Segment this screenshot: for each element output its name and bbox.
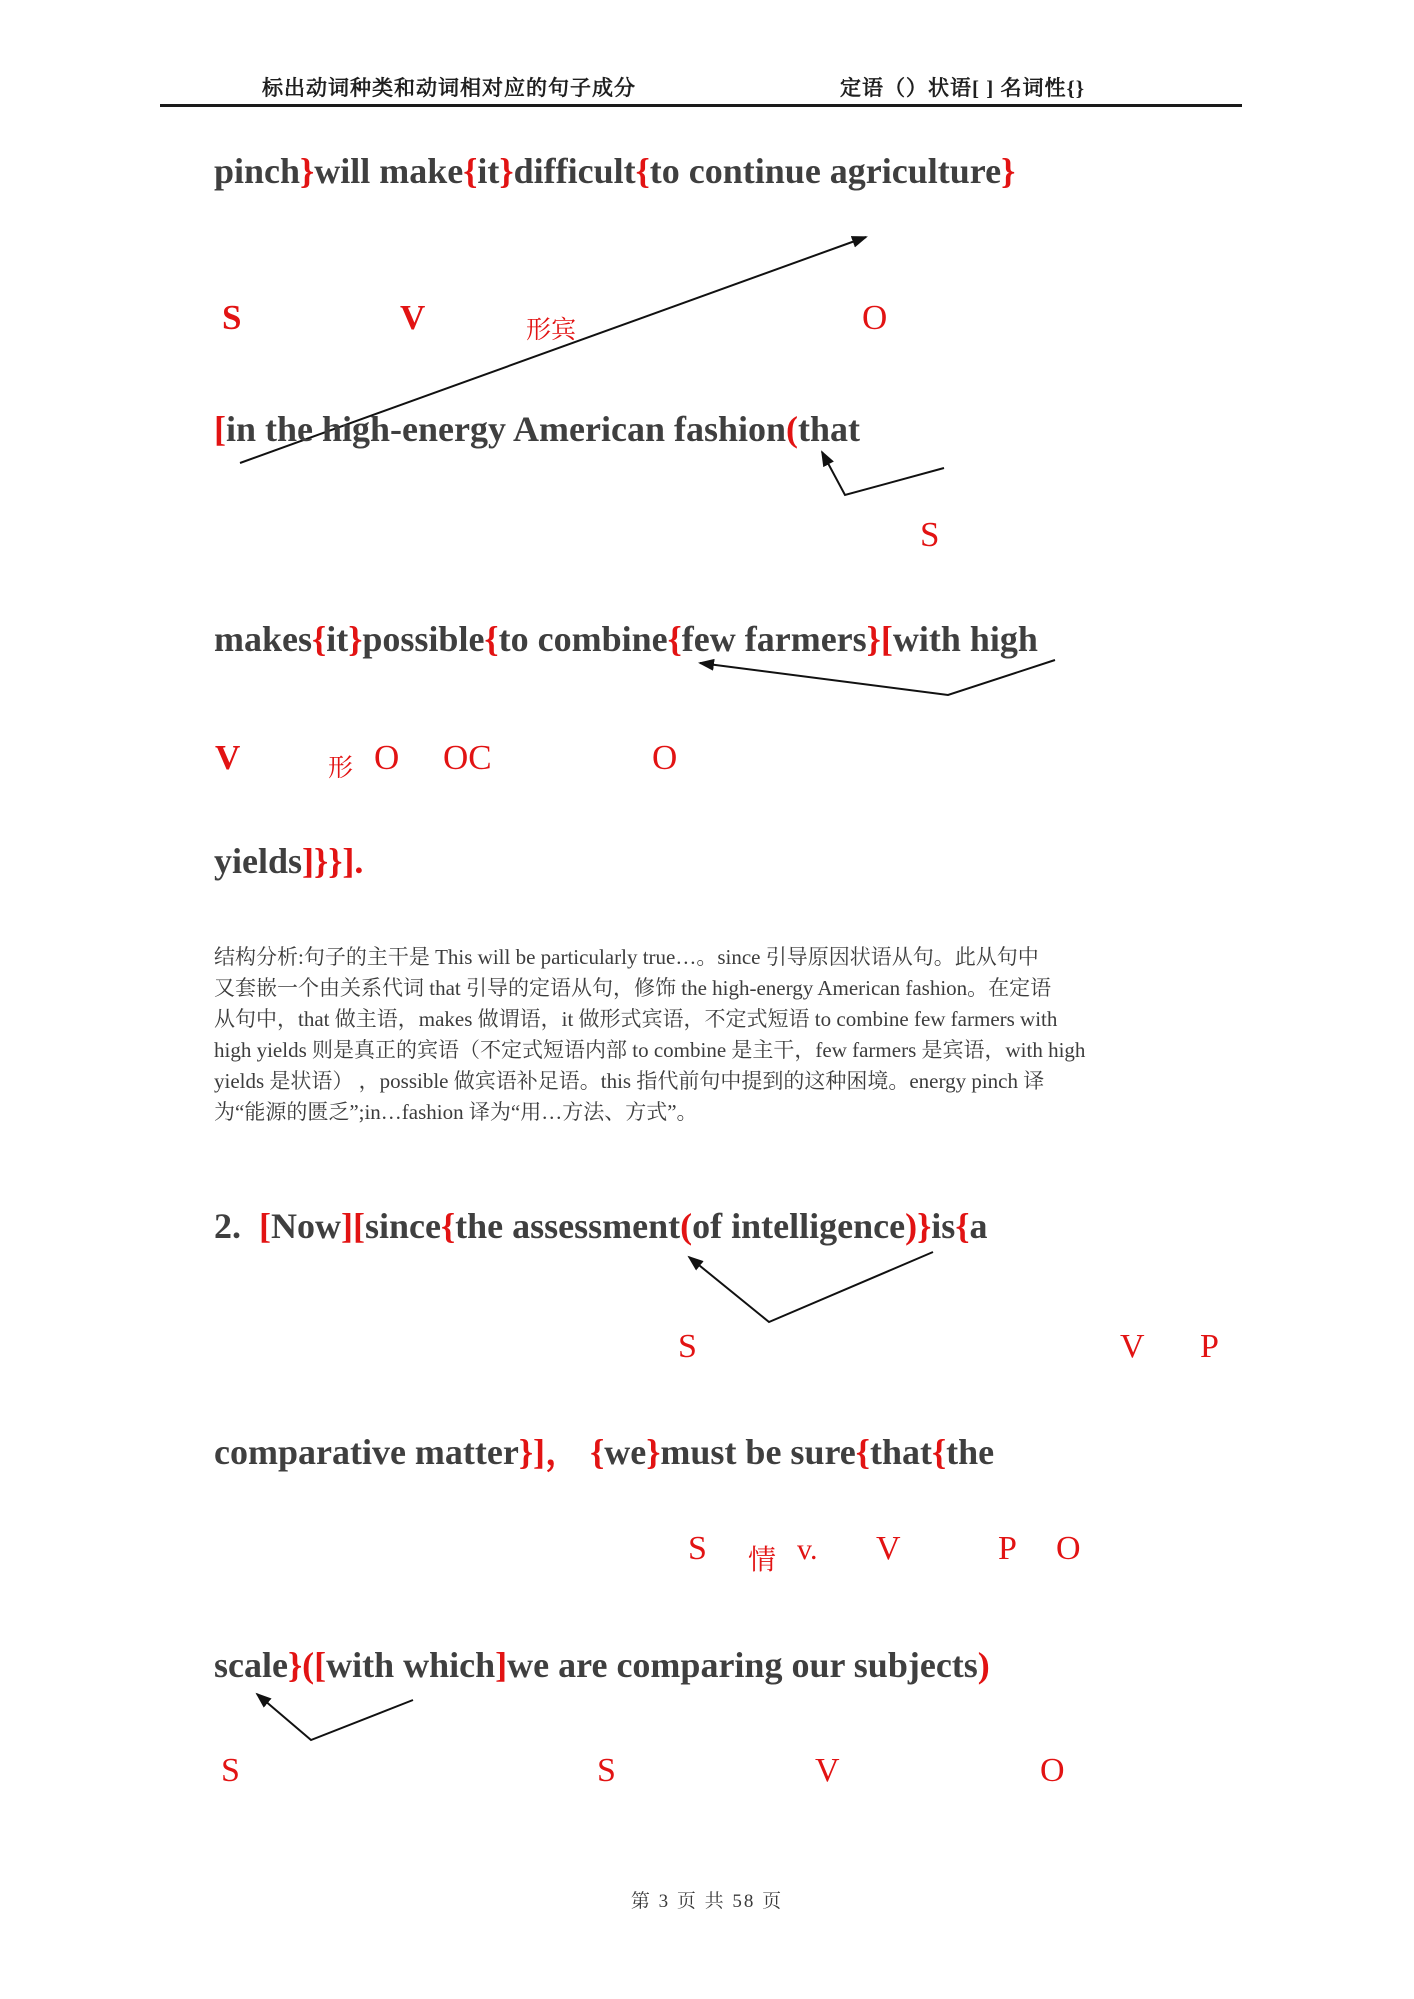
grammar-label-row3-V: V bbox=[215, 738, 241, 777]
text-segment: possible bbox=[362, 619, 485, 659]
text-segment: scale bbox=[214, 1645, 288, 1685]
sentence-line-4 bbox=[214, 840, 363, 882]
bracket-segment: ， bbox=[545, 1432, 582, 1472]
bracket-segment: { bbox=[635, 151, 650, 191]
analysis-line-5: yields 是状语） ，possible 做宾语补足语。this 指代前句中提到的这种困境。energy pinch 译 bbox=[214, 1069, 1045, 1093]
arrow-scale bbox=[257, 1694, 413, 1740]
text-segment: we bbox=[604, 1432, 647, 1472]
grammar-label-row1-S: S bbox=[222, 298, 242, 337]
grammar-label-row7-V: V bbox=[815, 1752, 840, 1789]
analysis-line-6: 为“能源的匮乏”;in…fashion 译为“用…方法、方式”。 bbox=[214, 1100, 698, 1124]
sentence-line-7 bbox=[214, 1644, 990, 1686]
bracket-segment: { bbox=[440, 1206, 456, 1246]
text-segment: will make bbox=[314, 151, 464, 191]
bracket-segment: { bbox=[931, 1432, 947, 1472]
grammar-label-that-S: S bbox=[920, 515, 940, 554]
page-number-footer: 第 3 页 共 58 页 bbox=[630, 1891, 784, 1912]
bracket-segment: } bbox=[646, 1432, 661, 1472]
grammar-label-row3-xing: 形 bbox=[328, 755, 354, 782]
text-segment: with which bbox=[326, 1645, 496, 1685]
text-segment: few farmers bbox=[681, 619, 867, 659]
text-segment: of intelligence bbox=[692, 1206, 906, 1246]
grammar-label-row3-O2: O bbox=[652, 738, 678, 777]
bracket-segment: } bbox=[300, 151, 315, 191]
grammar-label-row4-P: P bbox=[1200, 1328, 1219, 1365]
arrow-combine bbox=[700, 660, 1055, 695]
bracket-segment: } bbox=[499, 151, 514, 191]
text-segment: with high bbox=[892, 619, 1038, 659]
bracket-segment: )} bbox=[905, 1206, 932, 1246]
bracket-segment: { bbox=[590, 1432, 605, 1472]
text-segment: it bbox=[326, 619, 349, 659]
text-segment: 2. bbox=[214, 1206, 259, 1246]
sentence-line-1 bbox=[214, 150, 1015, 192]
bracket-segment: ][ bbox=[341, 1206, 365, 1246]
text-segment: pinch bbox=[214, 151, 301, 191]
grammar-label-row6-V: V bbox=[876, 1530, 901, 1567]
grammar-label-row7-S1: S bbox=[221, 1752, 240, 1789]
sentence-line-2 bbox=[214, 408, 860, 450]
grammar-label-row6-S: S bbox=[688, 1530, 707, 1567]
text-segment: in the high-energy American fashion bbox=[226, 409, 787, 449]
grammar-label-row7-S2: S bbox=[597, 1752, 616, 1789]
text-segment bbox=[581, 1432, 590, 1472]
bracket-segment: ( bbox=[786, 409, 799, 449]
bracket-segment: } bbox=[1001, 151, 1016, 191]
text-segment: yields bbox=[214, 841, 303, 881]
text-segment: since bbox=[364, 1206, 441, 1246]
text-segment: difficult bbox=[513, 151, 636, 191]
bracket-segment: [ bbox=[214, 409, 226, 449]
analysis-line-1: 结构分析:句子的主干是 This will be particularly true…。since 引导原因状语从句。此从句中 bbox=[214, 945, 1039, 969]
grammar-label-row7-O: O bbox=[1040, 1752, 1065, 1789]
text-segment: the bbox=[946, 1432, 995, 1472]
bracket-segment: { bbox=[312, 619, 327, 659]
bracket-segment: { bbox=[955, 1206, 970, 1246]
sentence-line-6 bbox=[214, 1424, 994, 1475]
header-rule bbox=[160, 104, 1242, 107]
header-left-title: 标出动词种类和动词相对应的句子成分 bbox=[262, 76, 636, 100]
bracket-segment: ) bbox=[977, 1645, 990, 1685]
bracket-segment: ]}}]. bbox=[302, 841, 364, 881]
text-segment: is bbox=[931, 1206, 956, 1246]
bracket-segment: { bbox=[667, 619, 682, 659]
text-segment: comparative matter bbox=[214, 1432, 519, 1472]
bracket-segment: { bbox=[463, 151, 478, 191]
grammar-label-row1-O: O bbox=[862, 298, 888, 337]
bracket-segment: }] bbox=[518, 1432, 546, 1472]
grammar-label-row4-V: V bbox=[1120, 1328, 1145, 1365]
text-segment: to continue agriculture bbox=[649, 151, 1002, 191]
analysis-line-3: 从句中，that 做主语，makes 做谓语，it 做形式宾语，不定式短语 to combine few farmers with bbox=[214, 1007, 1058, 1031]
text-segment: the assessment bbox=[455, 1206, 681, 1246]
header-legend: 定语（）状语[ ] 名词性{} bbox=[840, 76, 1086, 100]
bracket-segment: } bbox=[348, 619, 363, 659]
bracket-segment: }([ bbox=[287, 1645, 327, 1685]
grammar-label-row4-S: S bbox=[678, 1328, 697, 1365]
bracket-segment: [ bbox=[259, 1206, 271, 1246]
text-segment: that bbox=[798, 409, 861, 449]
bracket-segment: ] bbox=[495, 1645, 508, 1685]
bracket-segment: }[ bbox=[866, 619, 893, 659]
sentence-line-3 bbox=[214, 618, 1038, 660]
text-segment: must be sure bbox=[660, 1432, 856, 1472]
grammar-label-row6-P: P bbox=[998, 1530, 1017, 1567]
text-segment: that bbox=[869, 1432, 932, 1472]
analysis-line-2: 又套嵌一个由关系代词 that 引导的定语从句，修饰 the high-energy American fashion。在定语 bbox=[214, 976, 1052, 1000]
text-segment: to combine bbox=[498, 619, 668, 659]
text-segment: a bbox=[969, 1206, 988, 1246]
grammar-label-row6-v: v. bbox=[797, 1533, 818, 1566]
analysis-line-4: high yields 则是真正的宾语（不定式短语内部 to combine 是主干，few farmers 是宾语，with high bbox=[214, 1038, 1086, 1062]
arrow-assessment bbox=[689, 1252, 933, 1322]
grammar-label-row1-V: V bbox=[400, 298, 426, 337]
grammar-label-row3-O1: O bbox=[374, 738, 400, 777]
bracket-segment: { bbox=[484, 619, 499, 659]
bracket-segment: ( bbox=[680, 1206, 693, 1246]
text-segment: it bbox=[477, 151, 500, 191]
text-segment: we are comparing our subjects bbox=[507, 1645, 978, 1685]
text-segment: makes bbox=[214, 619, 312, 659]
grammar-label-row6-qing: 情 bbox=[748, 1545, 777, 1576]
grammar-label-row1-xingbin: 形宾 bbox=[526, 317, 577, 344]
grammar-label-row3-OC: OC bbox=[443, 738, 492, 777]
grammar-label-row6-O: O bbox=[1056, 1530, 1081, 1567]
sentence-line-5 bbox=[214, 1205, 988, 1247]
bracket-segment: { bbox=[855, 1432, 870, 1472]
arrow-fashion-antecedent bbox=[822, 452, 944, 495]
text-segment: Now bbox=[271, 1206, 341, 1246]
